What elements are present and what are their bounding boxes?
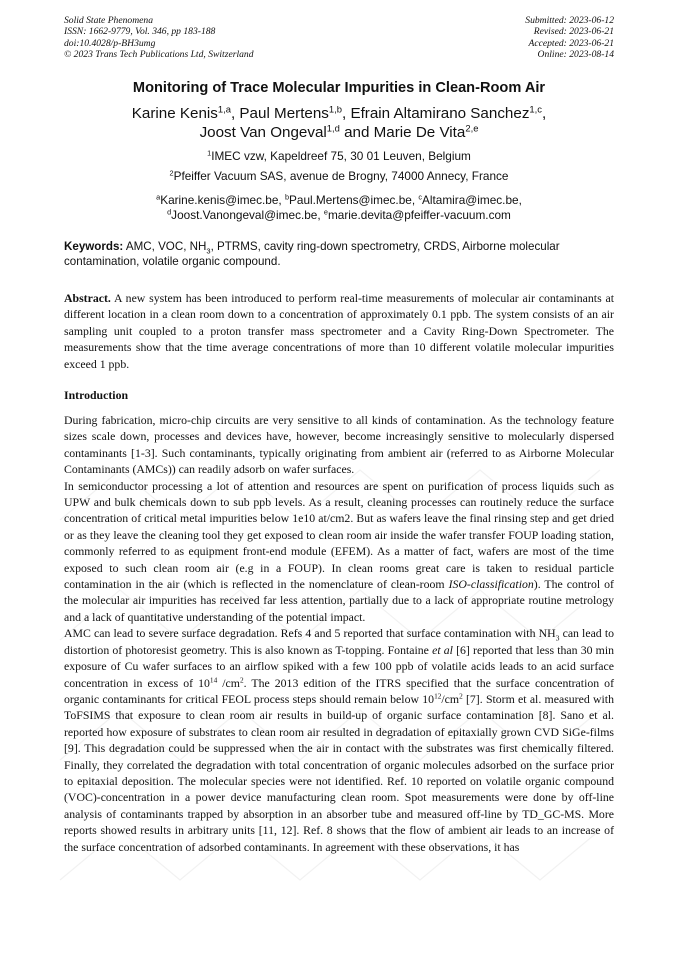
abstract-label: Abstract. [64,291,111,305]
paragraph [64,625,614,855]
author-separator: , [541,105,547,122]
author-name: Paul Mertens [239,105,329,122]
email-link[interactable]: Paul.Mertens@imec.be, [289,193,419,207]
keywords-text: , PTRMS, cavity ring-down spectrometry, CRDS, Airborne molecular contamination, volatile organic compound. [64,240,560,268]
email-link[interactable]: Karine.kenis@imec.be, [160,193,285,207]
dates-info [525,15,614,61]
email-sup: a [156,192,161,202]
text-run: AMC can lead to severe surface degradation. Refs 4 and 5 reported that surface contamination with NH [64,626,556,641]
text-sub: 3 [555,633,560,643]
accepted-date: Accepted: 2023-06-21 [528,37,614,49]
journal-info [64,15,254,61]
text-sup: 14 [209,675,218,685]
keywords [64,239,614,269]
text-run-italic: ISO-classification [448,577,534,592]
author-separator: , [341,105,351,122]
text-run-italic: et al [432,642,453,657]
issn: ISSN: 1662-9779, Vol. 346, pp 183-188 [64,26,216,38]
email-sup: e [323,207,328,217]
text-run: ). The control of the molecular air impurities has received far less attention, partially due to a lack of appropriate routine metrology and a lack of quantitative understanding of the potential impact. [64,577,614,624]
copyright: © 2023 Trans Tech Publications Ltd, Switzerland [64,49,254,61]
affiliation-1 [40,149,638,164]
text-run: [6] reported that less than 30 min exposure of Cu wafer surfaces to an airflow spiked with a few 100 ppb of volatile acids leads to an acid surface concentration in excess of 10 [64,642,615,690]
affiliation-text: Pfeiffer Vacuum SAS, avenue de Brogny, 74000 Annecy, France [173,169,509,183]
email-sup: b [284,192,290,202]
submitted-date: Submitted: 2023-06-12 [525,15,614,26]
author-sup: 1,c [529,103,542,115]
author-name: Efrain Altamirano Sanchez [350,105,530,122]
section-heading-introduction: Introduction [64,388,129,402]
text-run: . The 2013 edition of the ITRS specified that the surface concentration of organic contaminants for critical FEOL process steps should remain below 10 [64,675,615,706]
email-sup: c [418,192,423,202]
journal-name: Solid State Phenomena [64,15,153,26]
abstract-text: A new system has been introduced to perform real-time measurements of molecular air contaminants at different location in a clean room down to a concentration of approximately 0.1 ppb. The system consists of an air sampling unit coupled to a proton transfer mass spectrometer and a Cavity Ring-Down Spectrometer. The measurements show that the time average concentrations of more than 10 different volatile molecular impurities exceed 1 ppb. [64,291,614,371]
author-name: Karine Kenis [131,105,218,122]
affiliation-sup: 2 [169,168,174,178]
paper-title: Monitoring of Trace Molecular Impurities in Clean-Room Air [132,80,546,96]
author-sup: 2,e [465,122,479,134]
author-sup: 1,d [326,122,340,134]
email-link[interactable]: marie.devita@pfeiffer-vacuum.com [327,208,511,222]
author-sup: 1,a [217,103,231,115]
keywords-text: AMC, VOC, NH [123,240,207,253]
paragraph: During fabrication, micro-chip circuits are very sensitive to all kinds of contamination. As the technology feature sizes scale down, processes and devices have, however, become increasingly sensitive to molecularly dispersed contaminants [1-3]. Such contaminants, typically originating from ambient air (referred to as Airborne Molecular Contaminants (AMCs)) can readily adsorb on wafer surfaces. [64,413,614,477]
email-link[interactable]: Altamira@imec.be, [422,193,522,207]
affiliation-text: IMEC vzw, Kapeldreef 75, 30 01 Leuven, Belgium [211,149,471,163]
affiliation-sup: 1 [207,148,212,158]
keywords-sub: 3 [206,246,211,256]
text-run: [7]. Storm et al. measured with ToFSIMS that exposure to clean room air results in build-up of organic surface contamination [8]. Sano et al. reported how exposure of substrates to clean room air resulted in degradation of epitaxially grown CVD SiGe-films [9]. This degradation could be suppressed when the air in contact with the substrates was first chemically filtered. Finally, they correlated the degradation with total concentration of organic molecules adsorbed on the surface prior to epitaxial deposition. The molecular species were not identified. Ref. 10 reported on volatile organic compound (VOC)-concentration in a power device manufacturing clean room. Spot measurements were done by off-line analysis of contaminants trapped by absorption in an absorber tube and measured off-line by TD_GC-MS. More reports showed results in arbitrary units [11, 12]. Ref. 8 shows that the flow of ambient air leads to an increase of the surface concentration of adsorbed contaminants. In agreement with these observations, it has [64,691,614,854]
email-link[interactable]: Joost.Vanongeval@imec.be, [171,208,324,222]
text-run: /cm [441,691,460,706]
abstract [64,290,614,372]
text-run: can lead to distortion of photoresist geometry. This is also known as T-topping. Fontaine [64,626,614,657]
author-separator: , [230,105,240,122]
revised-date: Revised: 2023-06-21 [533,26,614,38]
author-list [40,104,638,142]
introduction-body [64,412,614,855]
doi: doi:10.4028/p-BH3umg [64,37,156,49]
text-sup: 12 [434,691,442,701]
text-run: /cm [217,675,240,690]
email-sup: d [167,207,172,217]
email-list [40,193,638,223]
paragraph [64,478,614,626]
author-sup: 1,b [328,103,342,115]
author-name: Marie De Vita [373,124,466,141]
text-sup: 2 [239,675,244,685]
text-sup: 2 [459,691,463,701]
online-date: Online: 2023-08-14 [537,49,614,61]
affiliation-2 [40,169,638,184]
text-run: In semiconductor processing a lot of attention and resources are spent on purification of process liquids such as UPW and bulk chemicals down to sub ppb levels. As a result, cleaning processes can routinely reduce the surface concentration of critical metal impurities below 1e10 at/cm2. But as wafers leave the final rinsing step and get dried or as they leave the cleaning tool they get exposed to clean room air inside the wafer transfer FOUP loading station, commonly referred to as equipment front-end module (EFEM). As a matter of fact, wafers are most of the time exposed to such clean room air (e.g in a FOUP). In clean rooms great care is taken to residual particle contamination in the air (which is reflected in the nomenclature of clean-room [64,478,614,592]
keywords-label: Keywords: [64,240,124,253]
author-separator: and [339,124,374,141]
author-name: Joost Van Ongeval [199,124,327,141]
